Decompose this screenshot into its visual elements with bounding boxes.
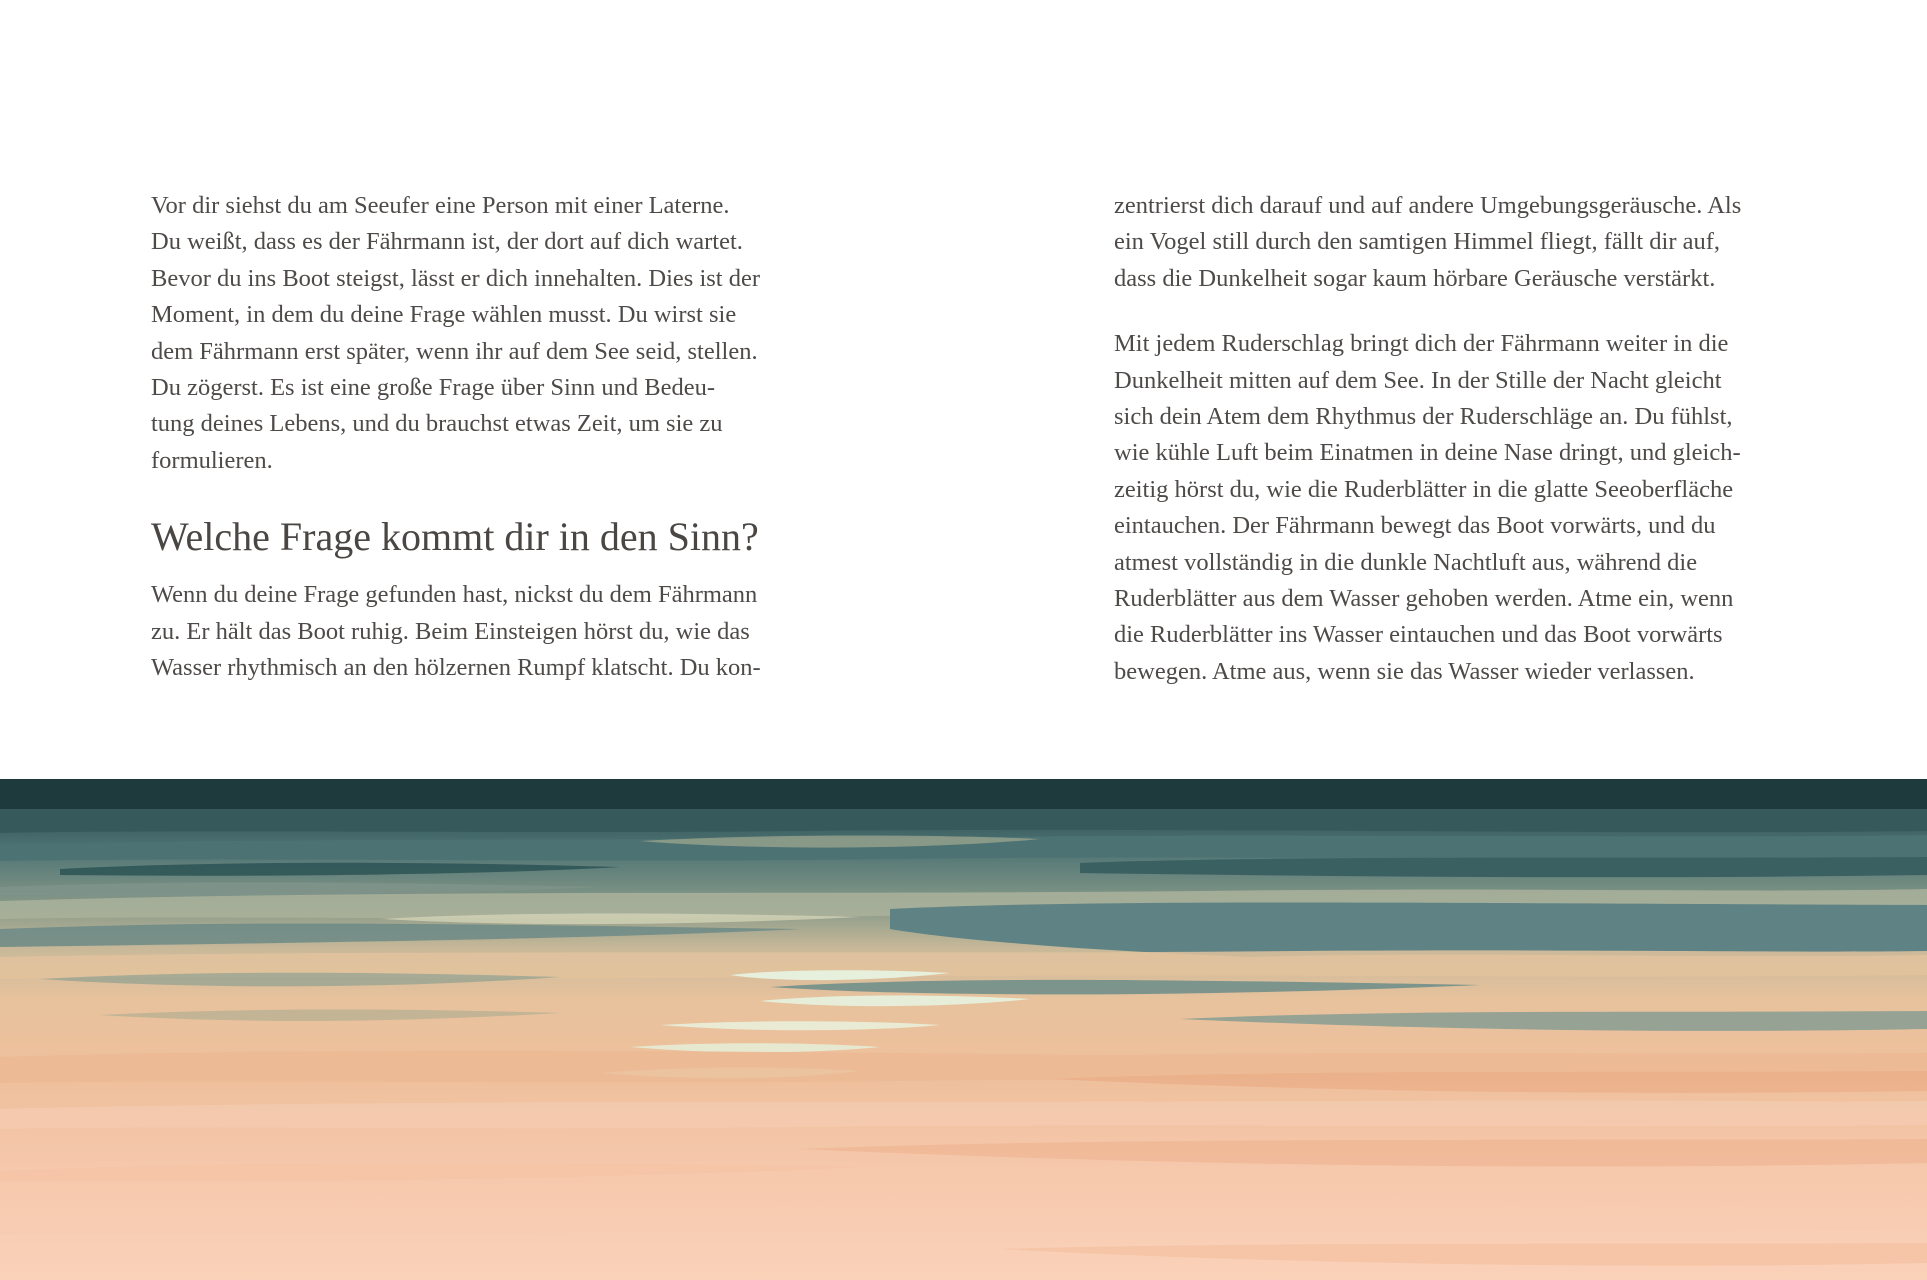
lake-illustration (0, 779, 1927, 1280)
warm-streak-3 (0, 1100, 1927, 1129)
lake-illustration-svg (0, 779, 1927, 1280)
right-paragraph-sounds: zentrierst dich darauf und auf andere Umgebungsgeräusche. Als ein Vogel still durch den samtigen Himmel fliegt, fällt dir auf, dass die Dunkelheit sogar kaum hörbare Geräusche verstärkt. (1114, 192, 1742, 292)
night-sky-band (0, 779, 1927, 809)
right-paragraph-rowing: Mit jedem Ruderschlag bringt dich der Fährmann weiter in die Dunkelheit mitten auf dem See. In der Stille der Nacht gleicht sich dein Atem dem Rhythmus der Ruderschläge an. Du fühlst, wie kühle Luft beim Einatmen in deine Nase dringt, und gleich- zeitig hörst du, wie die Ruderblätter in die glatte Seeoberfläche eintauchen. Der Fährmann bewegt das Boot vorwärts, und du atmest vollständig in die dunkle Nachtluft aus, während die Ruderblätter aus dem Wasser gehoben werden. Atme ein, wenn die Ruderblätter ins Wasser eintauchen und das Boot vorwärts bewegen. Atme aus, wenn sie das Wasser wieder verlassen. (1114, 330, 1741, 685)
section-heading: Welche Frage kommt dir in den Sinn? (151, 514, 759, 560)
right-text-column (1114, 188, 1794, 690)
water-streak-3 (1080, 857, 1927, 877)
left-text-column (151, 188, 811, 686)
warm-streak-6 (0, 1200, 1927, 1235)
left-paragraph-boarding: Wenn du deine Frage gefunden hast, nickst du dem Fährmann zu. Er hält das Boot ruhig. Beim Einsteigen hörst du, wie das Wasser rhythmisch an den hölzernen Rumpf klatscht. Du kon- (151, 581, 761, 682)
left-paragraph-intro: Vor dir siehst du am Seeufer eine Person mit einer Laterne. Du weißt, dass es der Fährmann ist, der dort auf dich wartet. Bevor du ins Boot steigst, lässt er dich innehalten. Dies ist der Moment, in dem du deine Frage wählen musst. Du wirst sie dem Fährmann erst später, wenn ihr auf dem See seid, stellen. Du zögerst. Es ist eine große Frage über Sinn und Bedeu- tung deines Lebens, und du brauchst etwas Zeit, um sie zu formulieren. (151, 192, 761, 474)
water-band-1 (0, 809, 1927, 833)
